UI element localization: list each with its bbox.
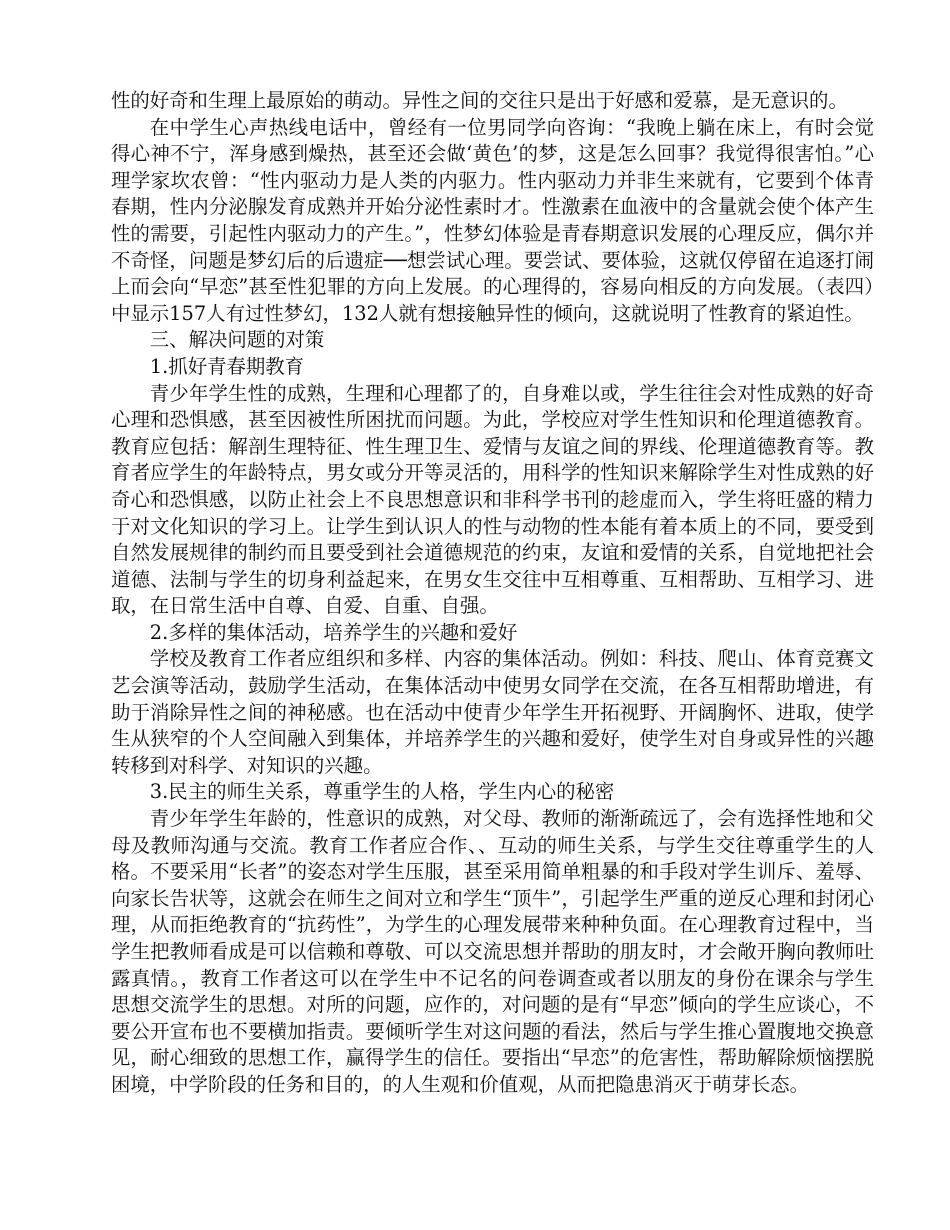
subheading-group-activities: 2.多样的集体活动，培养学生的兴趣和爱好: [149, 620, 518, 644]
paragraph-hotline-case: 在中学生心声热线电话中，曾经有一位男同学向咨询：“我晚上躺在床上，有时会觉得心神不宁，浑身感到燥热，甚至还会做‘黄色’的梦，这是怎么回事？我觉得很害怕。”心理学家坎农曾：“性内驱动力是人类的内驱力。性内驱动力并非生来就有，它要到个体青春期，性内分泌腺发育成熟并开始分泌性素时才。性激素在血液中的含量就会使个体产生性的需要，引起性内驱动力的产生。”，性梦幻体验是青春期意识发展的心理反应，偶尔并不奇怪，问题是梦幻后的后遗症──想尝试心理。要尝试、要体验，这就仅停留在追逐打闹上而会向“早恋”甚至性犯罪的方向上发展。的心理得的，容易向相反的方向发展。（表四）中显示157人有过性梦幻，132人就有想接触异性的倾向，这就说明了性教育的紧迫性。: [111, 115, 874, 325]
paragraph-puberty-education: 青少年学生性的成熟，生理和心理都了的，自身难以或，学生往往会对性成熟的好奇心理和恐惧感，甚至因被性所困扰而问题。为此，学校应对学生性知识和伦理道德教育。教育应包括：解剖生理特征、性生理卫生、爱情与友谊之间的界线、伦理道德教育等。教育者应学生的年龄特点，男女或分开等灵活的，用科学的性知识来解除学生对性成熟的好奇心和恐惧感，以防止社会上不良思想意识和非科学书刊的趁虚而入，学生将旺盛的精力于对文化知识的学习上。让学生到认识人的性与动物的性本能有着本质上的不同，要受到自然发展规律的制约而且要受到社会道德规范的约束，友谊和爱情的关系，自觉地把社会道德、法制与学生的切身利益起来，在男女生交往中互相尊重、互相帮助、互相学习、进取，在日常生活中自尊、自爱、自重、自强。: [111, 381, 874, 618]
paragraph-teacher-relations: 青少年学生年龄的，性意识的成熟，对父母、教师的渐渐疏远了，会有选择性地和父母及教师沟通与交流。教育工作者应合作、、互动的师生关系，与学生交往尊重学生的人格。不要采用“长者”的姿态对学生压服，甚至采用简单粗暴的和手段对学生训斥、羞辱、向家长告状等，这就会在师生之间对立和学生“顶牛”，引起学生严重的逆反心理和封闭心理，从而拒绝教育的“抗药性”，为学生的心理发展带来种种负面。在心理教育过程中，当学生把教师看成是可以信赖和尊敬、可以交流思想并帮助的朋友时，才会敞开胸向教师吐露真情。，教育工作者这可以在学生中不记名的问卷调查或者以朋友的身份在课余与学生思想交流学生的思想。对所的问题，应作的，对问题的是有“早恋”倾向的学生应谈心，不要公开宣布也不要横加指责。要倾听学生对这问题的看法，然后与学生推心置腹地交换意见，耐心细致的思想工作，赢得学生的信任。要指出“早恋”的危害性，帮助解除烦恼摆脱困境，中学阶段的任务和目的，的人生观和价值观，从而把隐患消灭于萌芽长态。: [111, 807, 874, 1096]
paragraph-continuation: 性的好奇和生理上最原始的萌动。异性之间的交往只是出于好感和爱慕，是无意识的。: [111, 89, 848, 112]
subheading-puberty-education: 1.抓好青春期教育: [149, 354, 305, 378]
subheading-teacher-relations: 3.民主的师生关系，尊重学生的人格，学生内心的秘密: [149, 780, 615, 804]
paragraph-group-activities: 学校及教育工作者应组织和多样、内容的集体活动。例如：科技、爬山、体育竞赛文艺会演等活动，鼓励学生活动，在集体活动中使男女同学在交流，在各互相帮助增进，有助于消除异性之间的神秘感。也在活动中使青少年学生开拓视野、开阔胸怀、进取，使学生从狭窄的个人空间融入到集体，并培养学生的兴趣和爱好，使学生对自身或异性的兴趣转移到对科学、对知识的兴趣。: [111, 647, 874, 777]
section-heading-solutions: 三、解决问题的对策: [149, 328, 325, 352]
